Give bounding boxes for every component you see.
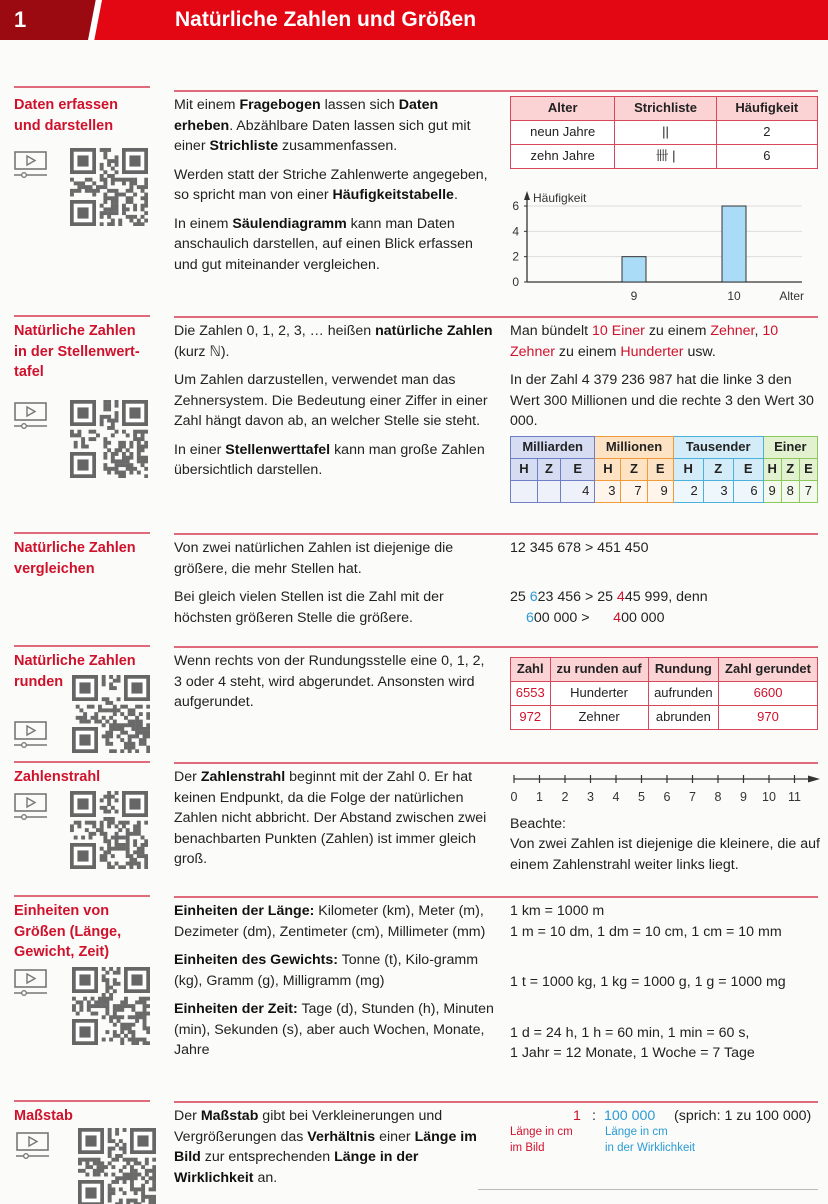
tally-cell: 卌 | [615, 145, 716, 169]
laenge-example-2: 1 m = 10 dm, 1 dm = 10 cm, 1 cm = 10 mm [510, 923, 782, 940]
section-body [174, 321, 494, 489]
text: Tage (d), Stunden (h), Minuten (min), Sekunden (s), aber auch Wochen, Monate, Jahre [174, 1001, 494, 1058]
place-column-header: E [733, 458, 763, 480]
place-column-header: E [561, 458, 595, 480]
place-digit: 4 [561, 480, 595, 502]
place-digit: 9 [647, 480, 673, 502]
example-1: 12 345 678 > 451 450 [510, 540, 649, 556]
y-tick-label: 4 [512, 224, 519, 239]
paragraph-zeit [174, 999, 494, 1061]
x-axis-label: Alter [779, 289, 804, 303]
section-side [510, 538, 820, 628]
place-column-header: Z [537, 458, 560, 480]
section-rule-left [14, 895, 150, 897]
label: Einheiten der Zeit: [174, 1001, 298, 1017]
section-title: Natürliche Zahlen vergleichen [14, 540, 136, 577]
qr-code-icon[interactable] [72, 675, 150, 753]
video-icon[interactable] [14, 402, 48, 430]
ratio-right: 100 000 [604, 1108, 656, 1124]
place-column-header: H [763, 458, 781, 480]
label-bild-1: Länge in cm [510, 1126, 573, 1138]
table-cell: zehn Jahre [511, 145, 615, 169]
chapter-header [0, 0, 828, 40]
section-side [510, 771, 820, 875]
note-text: Von zwei Zahlen ist diejenige die kleinere, die auf einem Zahlenstrahl weiter links liegt. [510, 836, 820, 873]
x-tick-label: 9 [630, 289, 638, 303]
ratio-left: 1 [573, 1108, 581, 1124]
paragraph: Die Zahlen 0, 1, 2, 3, … heißen natürliche Zahlen (kurz ℕ). [174, 323, 493, 360]
example-3: 600 000 > 400 000 [526, 609, 665, 626]
section-zahlenstrahl [0, 761, 828, 889]
ratio-spoken: (sprich: 1 zu 100 000) [674, 1108, 812, 1124]
section-rule-right [174, 1101, 818, 1103]
table-cell: 970 [719, 706, 818, 730]
section-title: Daten erfassen und darstellen [14, 97, 118, 134]
paragraph: Bei gleich vielen Stellen ist die Zahl mit der höchsten größeren Stelle die größere. [174, 589, 444, 626]
example-text: In der Zahl 4 379 236 987 hat die linke 3 den Wert 300 Millionen und die rechte 3 den Wert 30 000. [510, 372, 814, 429]
place-column-header: E [647, 458, 673, 480]
video-icon[interactable] [14, 969, 48, 997]
table-header: Häufigkeit [716, 97, 817, 121]
section-rule-right [174, 316, 818, 318]
table-cell: neun Jahre [511, 121, 615, 145]
video-icon[interactable] [14, 721, 48, 749]
paragraph: Um Zahlen darzustellen, verwendet man das Zehnersystem. Die Bedeutung einer Ziffer in einer Zahl hängt davon ab, an welcher Stelle sie steht. [174, 372, 488, 429]
bar [722, 206, 746, 282]
section-body [174, 767, 494, 878]
video-icon[interactable] [16, 1132, 50, 1160]
table-header: Zahl [511, 658, 551, 682]
table-cell: Zehner [550, 706, 648, 730]
label: Einheiten der Länge: [174, 903, 315, 919]
chapter-title: Natürliche Zahlen und Größen [175, 8, 477, 31]
table-cell: 6600 [719, 682, 818, 706]
zeit-example-2: 1 Jahr = 12 Monate, 1 Woche = 7 Tage [510, 1045, 755, 1061]
paragraph: In einem Säulendiagramm kann man Daten anschaulich darstellen, auf einen Blick erfassen und gut miteinander vergleichen. [174, 215, 473, 273]
paragraph-laenge [174, 901, 494, 942]
section-rule-right [174, 646, 818, 648]
number-line-tick-label: 8 [714, 790, 722, 804]
table-cell: aufrunden [648, 682, 718, 706]
section-title: Zahlenstrahl [14, 769, 101, 785]
table-cell: 972 [511, 706, 551, 730]
section-rule-right [174, 896, 818, 898]
place-digit: 7 [621, 480, 647, 502]
place-column-header: Z [703, 458, 733, 480]
table-cell: 2 [716, 121, 817, 145]
qr-code-icon[interactable] [78, 1128, 156, 1204]
x-tick-label: 10 [727, 289, 741, 303]
rounding-table [510, 657, 818, 730]
gewicht-example: 1 t = 1000 kg, 1 kg = 1000 g, 1 g = 1000 mg [510, 974, 786, 990]
laenge-example-1: 1 km = 1000 m [510, 903, 605, 919]
qr-code-icon[interactable] [70, 791, 148, 869]
bundling-text: Man bündelt 10 Einer zu einem Zehner, 10 Zehner zu einem Hunderter usw. [510, 323, 779, 360]
section-rule-right [174, 762, 818, 764]
section-rule-right [174, 533, 818, 535]
section-rule-left [14, 1100, 150, 1102]
section-body [174, 1106, 494, 1196]
qr-code-icon[interactable] [70, 400, 148, 478]
zeit-example-1: 1 d = 24 h, 1 h = 60 min, 1 min = 60 s, [510, 1024, 750, 1041]
section-body [174, 538, 494, 636]
rounding-table-wrapper [510, 657, 820, 730]
bar [622, 257, 646, 282]
place-digit: 9 [763, 480, 781, 502]
section-rule-left [14, 86, 150, 88]
number-line-tick-label: 10 [762, 790, 776, 804]
label-wirklichkeit-1: Länge in cm [605, 1126, 668, 1138]
place-digit [537, 480, 560, 502]
number-line-tick-label: 4 [612, 790, 620, 804]
number-line-tick-label: 7 [689, 790, 696, 804]
qr-code-icon[interactable] [72, 967, 150, 1045]
scale-example [510, 1106, 822, 1166]
label: Einheiten des Gewichts: [174, 952, 338, 968]
tally-cell: || [615, 121, 716, 145]
table-cell: Hunderter [550, 682, 648, 706]
group-header-tausender: Tausender [673, 436, 763, 458]
section-side [510, 321, 820, 503]
frequency-table-wrapper [510, 96, 820, 169]
table-row [511, 121, 818, 145]
table-header: Alter [511, 97, 615, 121]
place-value-table [510, 436, 818, 503]
chapter-number: 1 [14, 7, 27, 32]
number-line-tick-label: 0 [510, 790, 518, 804]
place-column-header: Z [621, 458, 647, 480]
paragraph: Werden statt der Striche Zahlenwerte angegeben, so spricht man von einer Häufigkeitstabelle. [174, 166, 488, 203]
group-header-einer: Einer [763, 436, 817, 458]
place-digit: 7 [799, 480, 817, 502]
number-line-tick-label: 3 [587, 790, 594, 804]
section-rule-left [14, 532, 150, 534]
table-row [511, 145, 818, 169]
number-line-tick-label: 5 [638, 790, 645, 804]
example-2: 25 623 456 > 25 445 999, denn [510, 589, 708, 605]
table-cell: 6 [716, 145, 817, 169]
video-icon[interactable] [14, 793, 48, 821]
section-rule-right [174, 90, 818, 92]
table-cell: abrunden [648, 706, 718, 730]
place-digit: 3 [703, 480, 733, 502]
ratio-colon: : [592, 1108, 596, 1124]
section-daten [0, 86, 828, 311]
section-title: Natürliche Zahlen in der Stellenwert-tafel [14, 323, 140, 380]
text: Tonne (t), Kilo-gramm (kg), Gramm (g), Milligramm (mg) [174, 952, 479, 989]
label-wirklichkeit-2: in der Wirklichkeit [605, 1142, 696, 1154]
number-line-tick-label: 1 [536, 790, 543, 804]
group-header-millionen: Millionen [595, 436, 673, 458]
table-header: Zahl gerundet [719, 658, 818, 682]
table-header: Rundung [648, 658, 718, 682]
paragraph: Von zwei natürlichen Zahlen ist diejenige die größere, die mehr Stellen hat. [174, 540, 454, 577]
paragraph: Der Maßstab gibt bei Verkleinerungen und Vergrößerungen das Verhältnis einer Länge im Bild zur entsprechenden Länge in der Wirklichkeit an. [174, 1108, 477, 1186]
section-title: Natürliche Zahlen runden [14, 653, 136, 690]
text: Kilometer (km), Meter (m), Dezimeter (dm), Zentimeter (cm), Millimeter (mm) [174, 903, 486, 940]
y-axis-label: Häufigkeit [533, 191, 587, 205]
section-runden [0, 645, 828, 757]
place-column-header: H [673, 458, 703, 480]
table-header: zu runden auf [550, 658, 648, 682]
label-bild-2: im Bild [510, 1142, 545, 1154]
paragraph: Der Zahlenstrahl beginnt mit der Zahl 0. Er hat keinen Endpunkt, da die Folge der natürlichen Zahlen nicht abbricht. Der Abstand zwischen zwei benachbarten Punkten (Zahlen) ist immer gleich groß. [174, 769, 487, 867]
section-side [510, 901, 820, 1064]
section-title: Maßstab [14, 1108, 73, 1124]
section-body [174, 651, 494, 721]
place-column-header: H [511, 458, 538, 480]
note-label: Beachte: [510, 815, 567, 832]
footer-rule [478, 1189, 818, 1190]
number-line-tick-label: 2 [561, 790, 569, 804]
paragraph: Wenn rechts von der Rundungsstelle eine 0, 1, 2, 3 oder 4 steht, wird abgerundet. Ansonsten wird aufgerundet. [174, 653, 485, 710]
section-title: Einheiten von Größen (Länge, Gewicht, Zeit) [14, 903, 122, 960]
place-digit: 6 [733, 480, 763, 502]
section-rule-left [14, 761, 150, 763]
paragraph: Mit einem Fragebogen lassen sich Daten erheben. Abzählbare Daten lassen sich gut mit einer Strichliste zusammenfassen. [174, 97, 471, 154]
section-rule-left [14, 315, 150, 317]
y-tick-label: 2 [512, 249, 519, 264]
place-column-header: E [799, 458, 817, 480]
section-vergleichen [0, 532, 828, 640]
frequency-table [510, 96, 818, 169]
video-icon[interactable] [14, 151, 48, 179]
paragraph: In einer Stellenwerttafel kann man große Zahlen übersichtlich darstellen. [174, 441, 485, 478]
paragraph-gewicht [174, 950, 494, 991]
number-line [510, 771, 822, 807]
bar-chart [505, 188, 825, 310]
section-einheiten [0, 895, 828, 1075]
number-line-tick-label: 11 [788, 790, 801, 804]
number-line-tick-label: 6 [663, 790, 671, 804]
place-column-header: Z [781, 458, 799, 480]
section-body [174, 901, 494, 1069]
place-digit: 3 [595, 480, 621, 502]
section-stellenwerttafel [0, 315, 828, 520]
table-row [511, 706, 818, 730]
place-digit: 8 [781, 480, 799, 502]
section-massstab [0, 1100, 828, 1204]
section-rule-left [14, 645, 150, 647]
qr-code-icon[interactable] [70, 148, 148, 226]
group-header-milliarden: Milliarden [511, 436, 595, 458]
place-column-header: H [595, 458, 621, 480]
section-body [174, 95, 494, 283]
y-tick-label: 0 [512, 275, 519, 289]
table-cell: 6553 [511, 682, 551, 706]
table-row [511, 682, 818, 706]
place-digit: 2 [673, 480, 703, 502]
table-header: Strichliste [615, 97, 716, 121]
y-tick-label: 6 [512, 199, 519, 213]
number-line-tick-label: 9 [740, 790, 747, 804]
place-digit [511, 480, 538, 502]
